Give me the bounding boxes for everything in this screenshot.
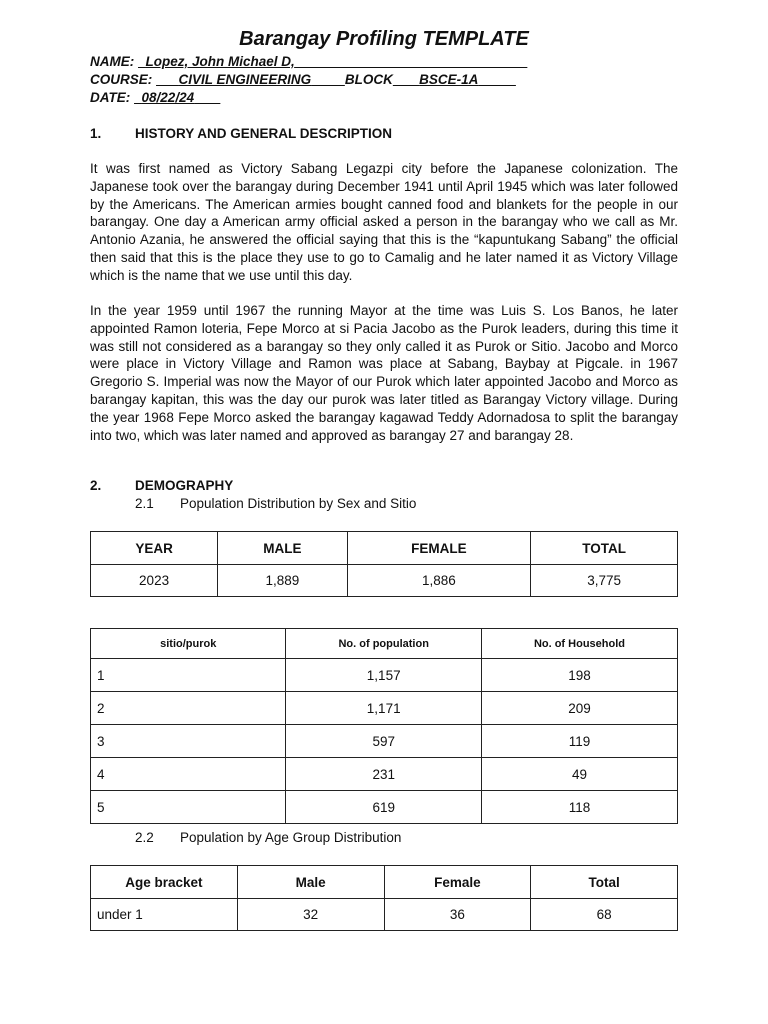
- course-line: [90, 71, 516, 89]
- table-cell: 597: [286, 725, 481, 758]
- section-1-number: 1.: [90, 126, 102, 141]
- column-header: Age bracket: [91, 866, 238, 899]
- date-line: [90, 89, 220, 107]
- name-value: Lopez, John Michael D,: [145, 54, 295, 69]
- table-cell: 3: [91, 725, 286, 758]
- table-cell: 1,889: [218, 565, 347, 597]
- course-value: CIVIL ENGINEERING: [178, 72, 312, 87]
- block-value: BSCE-1A: [419, 72, 479, 87]
- column-header: Male: [237, 866, 384, 899]
- name-label: NAME:: [90, 54, 135, 69]
- table-cell: 2023: [91, 565, 218, 597]
- column-header: FEMALE: [347, 532, 531, 565]
- population-by-age-table: [90, 865, 678, 931]
- subsection-2-1-heading: [135, 496, 416, 511]
- table-row: [91, 791, 678, 824]
- course-label: COURSE:: [90, 72, 153, 87]
- column-header: sitio/purok: [91, 629, 286, 659]
- date-value: 08/22/24: [141, 90, 195, 105]
- table-cell: 5: [91, 791, 286, 824]
- history-paragraph-1: It was first named as Victory Sabang Legazpi city before the Japanese colonization. The Japanese took over the barangay during December 1941 until April 1945 which was later followed by the Americans. The American armies bought canned food and blankets for the people in our barangay. One day a American army official asked a person in the barangay who we call as Mr. Antonio Azania, he answered the official saying that this is the “kapuntukang Sabang” the official then said that this is the place they use to go to Camalig and he later named it as Victory Village which is the name that we use until this day.: [90, 161, 678, 283]
- column-header: Total: [531, 866, 678, 899]
- table-cell: under 1: [91, 899, 238, 931]
- document-title: Barangay Profiling TEMPLATE: [239, 28, 529, 50]
- column-header: TOTAL: [531, 532, 678, 565]
- table-row: [91, 565, 678, 597]
- table-row: [91, 725, 678, 758]
- population-by-sitio-table: [90, 628, 678, 824]
- history-paragraph-2: In the year 1959 until 1967 the running Mayor at the time was Luis S. Los Banos, he later appointed Ramon loteria, Fepe Morco at si Pacia Jacobo as the Purok leaders, during this time it was still not considered as a barangay so they only called it as Purok or Sitio. Jacobo and Morco were place in Victory Village and Ramon was place at Sabang, Baybay at Pigcale. in 1967 Gregorio S. Imperial was now the Mayor of our Purok which later appointed Jacobo and Morco as barangay kapitan, this was the day our purok was later titled as Barangay Victory village. During the year 1968 Fepe Morco asked the barangay kagawad Teddy Adornadosa to split the barangay into two, which was later named and approved as barangay 27 and barangay 28.: [90, 303, 678, 443]
- table-cell: 1,886: [347, 565, 531, 597]
- date-label: DATE:: [90, 90, 131, 105]
- table-cell: 36: [384, 899, 531, 931]
- name-line: [90, 53, 527, 71]
- column-header: Female: [384, 866, 531, 899]
- column-header: YEAR: [91, 532, 218, 565]
- section-1-heading: [90, 126, 392, 141]
- table-cell: 1,171: [286, 692, 481, 725]
- table-header-row: [91, 532, 678, 565]
- table-row: [91, 692, 678, 725]
- table-cell: 3,775: [531, 565, 678, 597]
- table-row: [91, 758, 678, 791]
- table-header-row: [91, 629, 678, 659]
- table-cell: 209: [481, 692, 677, 725]
- section-2-heading: [90, 478, 233, 493]
- table-cell: 4: [91, 758, 286, 791]
- block-label: BLOCK: [344, 72, 393, 87]
- table-cell: 49: [481, 758, 677, 791]
- table-cell: 231: [286, 758, 481, 791]
- table-cell: 2: [91, 692, 286, 725]
- table-cell: 118: [481, 791, 677, 824]
- table-cell: 1: [91, 659, 286, 692]
- population-by-sex-table: [90, 531, 678, 597]
- subsection-2-2-title: Population by Age Group Distribution: [180, 830, 402, 845]
- section-2-number: 2.: [90, 478, 102, 493]
- section-1-title: HISTORY AND GENERAL DESCRIPTION: [135, 126, 393, 141]
- table-cell: 32: [237, 899, 384, 931]
- table-row: [91, 899, 678, 931]
- subsection-2-1-number: 2.1: [135, 496, 154, 511]
- subsection-2-2-heading: [135, 830, 401, 845]
- table-cell: 119: [481, 725, 677, 758]
- table-cell: 619: [286, 791, 481, 824]
- table-header-row: [91, 866, 678, 899]
- column-header: No. of Household: [481, 629, 677, 659]
- subsection-2-2-number: 2.2: [135, 830, 154, 845]
- section-2-title: DEMOGRAPHY: [135, 478, 234, 493]
- column-header: No. of population: [286, 629, 481, 659]
- column-header: MALE: [218, 532, 347, 565]
- table-cell: 68: [531, 899, 678, 931]
- table-cell: 1,157: [286, 659, 481, 692]
- table-cell: 198: [481, 659, 677, 692]
- table-row: [91, 659, 678, 692]
- subsection-2-1-title: Population Distribution by Sex and Sitio: [180, 496, 417, 511]
